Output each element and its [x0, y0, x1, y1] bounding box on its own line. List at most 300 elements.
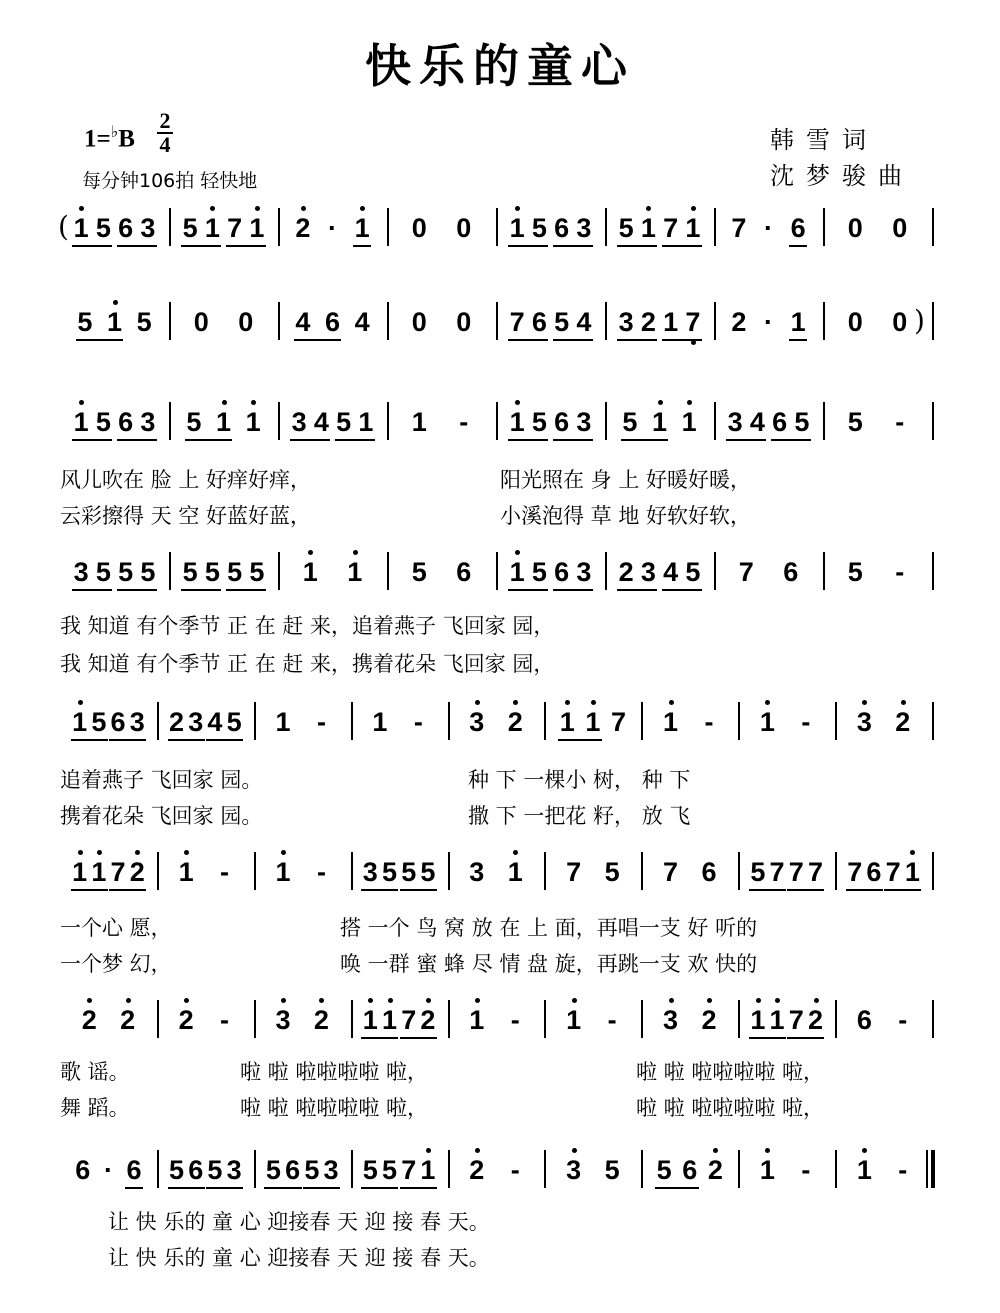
note: 1: [563, 1000, 585, 1040]
barline: [278, 402, 280, 440]
barline: [544, 702, 546, 740]
lyric-verse-2-cont: 撒 下 一把花 籽， 放 飞: [468, 804, 691, 828]
beam-line: [226, 245, 266, 247]
barline: [387, 402, 389, 440]
note: 1: [853, 1150, 875, 1190]
note: 1: [582, 702, 604, 742]
beam-line: [787, 889, 824, 891]
barline: [387, 208, 389, 246]
key-note: B: [118, 125, 135, 153]
barline: [496, 302, 498, 340]
note: 1: [466, 1000, 488, 1040]
barline: [932, 1000, 934, 1038]
note: 6: [531, 307, 547, 337]
note: 6: [554, 213, 570, 243]
beam-line: [508, 439, 548, 441]
beam-line: [789, 245, 807, 247]
barline: [351, 702, 353, 740]
note: 3: [73, 557, 89, 587]
note: 2: [805, 1000, 827, 1040]
barline: [157, 852, 159, 890]
time-signature: [157, 110, 173, 156]
lyric-verse-1: 一个心 愿，: [60, 916, 172, 940]
barline: [823, 302, 825, 340]
lyric-verse-1: 我 知道 有个季节 正 在 赶 来，追着燕子 飞回家 园，: [60, 614, 555, 638]
beam-line: [553, 589, 593, 591]
note: 7: [401, 1155, 417, 1185]
note: 7: [509, 307, 525, 337]
note: 5: [656, 1155, 672, 1185]
dot-mark: ·: [764, 213, 773, 243]
note: 7: [788, 857, 804, 887]
beam-line: [361, 889, 398, 891]
score-title: 快乐的童心: [365, 39, 635, 93]
note: 1: [88, 852, 110, 892]
note: 1: [790, 307, 806, 337]
barline: [932, 402, 934, 440]
note: 5: [794, 407, 810, 437]
note: 0: [847, 213, 863, 243]
barline: [738, 852, 740, 890]
barline: [641, 702, 643, 740]
note: 7: [769, 857, 785, 887]
beam-line: [294, 339, 342, 341]
beam-line: [787, 1037, 824, 1039]
note: 6: [790, 213, 806, 243]
note: 5: [381, 857, 398, 887]
beam-line: [125, 1187, 143, 1189]
note: 2: [731, 307, 747, 337]
barline: [714, 552, 716, 590]
note: 6: [188, 1155, 204, 1185]
note: 3: [727, 407, 743, 437]
note: 2: [466, 1150, 488, 1190]
beam-line: [72, 439, 112, 441]
dash-note: -: [510, 1155, 520, 1185]
composer-credit: 沈梦骏曲: [770, 162, 914, 190]
final-barline-thick: [931, 1150, 935, 1188]
note: 7: [731, 213, 747, 243]
barline: [544, 852, 546, 890]
dash-note: -: [898, 1005, 908, 1035]
barline: [932, 302, 934, 340]
note: 1: [678, 402, 700, 442]
beam-line: [226, 589, 266, 591]
note: 1: [766, 1000, 788, 1040]
beam-line: [558, 739, 602, 741]
note: 0: [411, 213, 427, 243]
note: 3: [853, 702, 875, 742]
note: 1: [275, 707, 291, 737]
note: 3: [563, 1150, 585, 1190]
note: 5: [531, 557, 547, 587]
key-signature: [84, 122, 135, 153]
barline: [351, 1000, 353, 1038]
flat-sign: ♭: [110, 124, 119, 141]
note: 1: [379, 1000, 401, 1040]
tempo-marking: 每分钟106拍 轻快地: [82, 170, 258, 192]
beam-line: [206, 1187, 243, 1189]
note: 1: [69, 702, 91, 742]
barline: [496, 552, 498, 590]
note: 1: [747, 1000, 769, 1040]
note: 5: [77, 307, 93, 337]
note: 4: [295, 307, 311, 337]
note: 2: [78, 1000, 100, 1040]
note: 1: [242, 402, 264, 442]
beam-line: [290, 439, 330, 441]
dash-note: -: [413, 707, 423, 737]
note: 1: [246, 208, 268, 248]
note: 1: [175, 852, 197, 892]
dash-note: -: [220, 1005, 230, 1035]
note: 5: [136, 307, 152, 337]
barline: [932, 702, 934, 740]
note: 1: [506, 552, 528, 592]
note: 3: [618, 307, 634, 337]
barline: [254, 1000, 256, 1038]
note: 1: [299, 552, 321, 592]
note: 5: [186, 407, 202, 437]
note: 5: [750, 857, 766, 887]
note: 3: [640, 557, 656, 587]
barline: [932, 552, 934, 590]
beam-line: [726, 439, 766, 441]
note: 3: [226, 1155, 242, 1185]
beam-line: [72, 245, 112, 247]
note: 0: [193, 307, 209, 337]
dash-note: -: [895, 407, 905, 437]
barline: [605, 302, 607, 340]
barline: [278, 208, 280, 246]
lyric-verse-1-cont: 啦 啦 啦啦啦啦 啦，: [240, 1060, 429, 1084]
beam-line: [655, 1187, 699, 1189]
note: 2: [704, 1150, 726, 1190]
note: 5: [847, 407, 863, 437]
notation-row: [0, 852, 1000, 892]
note: 1: [504, 852, 526, 892]
barline: [387, 302, 389, 340]
beam-line: [168, 739, 205, 741]
dash-note: -: [801, 1155, 811, 1185]
note: 4: [207, 707, 223, 737]
barline: [714, 208, 716, 246]
beam-line: [181, 245, 221, 247]
note: 7: [663, 857, 679, 887]
barline: [714, 402, 716, 440]
note: 1: [506, 208, 528, 248]
barline: [823, 402, 825, 440]
note: 1: [272, 852, 294, 892]
lyric-verse-2: 云彩擦得 天 空 好蓝好蓝，: [60, 504, 312, 528]
note: 5: [336, 407, 352, 437]
note: 1: [372, 707, 388, 737]
lyric-verse-2-cont: 小溪泡得 草 地 好软好软，: [500, 504, 752, 528]
barline: [254, 1150, 256, 1188]
note: 1: [506, 402, 528, 442]
lyricist-credit: 韩雪词: [770, 126, 878, 154]
lyric-verse-2-cont: 啦 啦 啦啦啦啦 啦，: [240, 1096, 429, 1120]
barline: [932, 852, 934, 890]
barline: [169, 302, 171, 340]
note: 6: [126, 1155, 142, 1185]
note: 1: [201, 208, 223, 248]
dash-note: -: [459, 407, 469, 437]
note: 1: [70, 208, 92, 248]
note: 5: [182, 213, 198, 243]
note: 1: [344, 552, 366, 592]
lyric-verse-1: 风儿吹在 脸 上 好痒好痒，: [60, 468, 312, 492]
notation-row: [0, 402, 1000, 442]
note: 5: [227, 557, 243, 587]
note: 3: [323, 1155, 339, 1185]
note: 3: [576, 407, 592, 437]
beam-line: [789, 339, 807, 341]
note: 3: [272, 1000, 294, 1040]
note: 6: [118, 213, 134, 243]
beam-line: [617, 589, 657, 591]
barline: [714, 302, 716, 340]
beam-line: [749, 1037, 786, 1039]
note: 7: [847, 857, 863, 887]
note: 5: [265, 1155, 281, 1185]
note: 1: [213, 402, 235, 442]
note: 0: [411, 307, 427, 337]
barline: [738, 702, 740, 740]
note: 5: [685, 557, 701, 587]
note: 3: [469, 857, 485, 887]
note: 1: [660, 702, 682, 742]
note: 6: [866, 857, 882, 887]
note: 6: [701, 857, 717, 887]
note: 6: [285, 1155, 301, 1185]
note: 4: [749, 407, 765, 437]
dash-note: -: [220, 857, 230, 887]
note: 3: [576, 557, 592, 587]
note: 1: [70, 402, 92, 442]
barline: [605, 402, 607, 440]
lyric-verse-2: 让 快 乐的 童 心 迎接春 天 迎 接 春 天。: [108, 1246, 490, 1270]
note: 6: [682, 1155, 698, 1185]
beam-line: [361, 1187, 398, 1189]
beam-line: [884, 889, 921, 891]
note: 2: [168, 707, 185, 737]
note: 0: [456, 307, 472, 337]
note: 5: [207, 1155, 223, 1185]
note: 3: [140, 213, 156, 243]
barline: [544, 1150, 546, 1188]
barline: [835, 1000, 837, 1038]
note: 3: [362, 857, 378, 887]
note: 5: [95, 213, 111, 243]
barline: [738, 1150, 740, 1188]
note: 2: [618, 557, 634, 587]
beam-line: [846, 889, 883, 891]
note: 6: [456, 557, 472, 587]
beam-line: [303, 1187, 340, 1189]
note: 1: [69, 852, 91, 892]
dash-note: -: [316, 707, 326, 737]
beam-line: [71, 739, 108, 741]
beam-line: [264, 1187, 301, 1189]
note: 5: [604, 857, 620, 887]
notation-row: [0, 302, 1000, 342]
beam-line: [335, 439, 375, 441]
beam-line: [662, 589, 702, 591]
note: 3: [129, 707, 145, 737]
beam-line: [508, 589, 548, 591]
close-paren: ): [914, 304, 925, 337]
note: 5: [618, 213, 634, 243]
note: 4: [576, 307, 592, 337]
note: 0: [456, 213, 472, 243]
note: 6: [110, 707, 126, 737]
barline: [932, 208, 934, 246]
lyric-verse-2-cont2: 啦 啦 啦啦啦啦 啦，: [636, 1096, 825, 1120]
barline: [641, 852, 643, 890]
note: 2: [640, 307, 656, 337]
barline: [448, 852, 450, 890]
beam-line: [181, 589, 221, 591]
barline: [254, 852, 256, 890]
note: 7: [682, 302, 704, 342]
note: 5: [554, 307, 570, 337]
note: 1: [351, 208, 373, 248]
beam-line: [508, 245, 548, 247]
beam-line: [621, 439, 669, 441]
notation-row: [0, 702, 1000, 742]
note: 2: [310, 1000, 332, 1040]
barline: [835, 1150, 837, 1188]
lyric-verse-1-cont: 阳光照在 身 上 好暖好暖，: [500, 468, 752, 492]
note: 7: [788, 1005, 804, 1035]
dash-note: -: [704, 707, 714, 737]
beam-line: [117, 439, 157, 441]
note: 5: [226, 707, 242, 737]
note: 5: [118, 557, 134, 587]
note: 7: [566, 857, 582, 887]
note: 0: [892, 213, 908, 243]
note: 5: [95, 557, 111, 587]
beam-line: [185, 439, 233, 441]
barline: [496, 402, 498, 440]
note: 2: [292, 208, 314, 248]
note: 5: [411, 557, 427, 587]
barline: [823, 552, 825, 590]
barline: [448, 1150, 450, 1188]
lyric-verse-1: 让 快 乐的 童 心 迎接春 天 迎 接 春 天。: [108, 1210, 490, 1234]
lyric-verse-1-cont: 种 下 一棵小 树， 种 下: [468, 768, 691, 792]
note: 2: [892, 702, 914, 742]
beam-line: [168, 1187, 205, 1189]
beam-line: [400, 1187, 437, 1189]
lyric-verse-2-cont: 唤 一群 蜜 蜂 尽 情 盘 旋，再跳一支 欢 快的: [340, 952, 758, 976]
barline: [835, 702, 837, 740]
note: 2: [698, 1000, 720, 1040]
note: 3: [140, 407, 156, 437]
note: 2: [504, 702, 526, 742]
note: 4: [354, 307, 370, 337]
dash-note: -: [895, 557, 905, 587]
barline: [387, 552, 389, 590]
note: 5: [304, 1155, 320, 1185]
note: 5: [168, 1155, 185, 1185]
note: 7: [663, 213, 679, 243]
dot-mark: ·: [328, 213, 337, 243]
barline: [157, 702, 159, 740]
notation-row: [0, 1150, 1000, 1190]
note: 5: [401, 857, 417, 887]
note: 5: [95, 407, 111, 437]
barline: [278, 302, 280, 340]
note: 5: [604, 1155, 620, 1185]
key-prefix: 1=: [84, 125, 111, 153]
beam-line: [553, 439, 593, 441]
lyric-verse-1: 追着燕子 飞回家 园。: [60, 768, 263, 792]
dash-note: -: [510, 1005, 520, 1035]
barline: [738, 1000, 740, 1038]
note: 1: [411, 407, 427, 437]
note: 1: [637, 208, 659, 248]
note: 6: [324, 307, 341, 337]
dash-note: -: [898, 1155, 908, 1185]
note: 5: [847, 557, 863, 587]
dot-mark: ·: [103, 1155, 113, 1185]
barline: [544, 1000, 546, 1038]
time-top: 2: [159, 108, 171, 133]
note: 5: [531, 407, 547, 437]
beam-line: [117, 245, 157, 247]
barline: [351, 852, 353, 890]
note: 7: [227, 213, 243, 243]
note: 6: [554, 557, 570, 587]
note: 5: [204, 557, 220, 587]
note: 1: [556, 702, 578, 742]
note: 1: [663, 307, 679, 337]
note: 5: [531, 213, 547, 243]
dash-note: -: [801, 707, 811, 737]
note: 4: [313, 407, 329, 437]
note: 3: [660, 1000, 682, 1040]
lyric-verse-2: 一个梦 幻，: [60, 952, 172, 976]
note: 2: [175, 1000, 197, 1040]
note: 7: [885, 857, 901, 887]
note: 6: [783, 557, 799, 587]
beam-line: [553, 339, 593, 341]
barline: [157, 1150, 159, 1188]
beam-line: [72, 589, 112, 591]
note: 3: [291, 407, 307, 437]
barline: [157, 1000, 159, 1038]
note: 3: [466, 702, 488, 742]
note: 6: [856, 1005, 872, 1035]
barline: [835, 852, 837, 890]
lyric-verse-1: 歌 谣。: [60, 1060, 130, 1084]
notation-row: [0, 1000, 1000, 1040]
note: 5: [362, 1155, 378, 1185]
beam-line: [400, 889, 437, 891]
note: 1: [682, 208, 704, 248]
dot-mark: ·: [764, 307, 773, 337]
note: 5: [140, 557, 156, 587]
open-paren: (: [58, 210, 69, 243]
notation-row: [0, 208, 1000, 248]
barline: [448, 1000, 450, 1038]
lyric-verse-2: 我 知道 有个季节 正 在 赶 来，携着花朵 飞回家 园，: [60, 652, 555, 676]
note: 6: [554, 407, 570, 437]
lyric-verse-2: 携着花朵 飞回家 园。: [60, 804, 263, 828]
dash-note: -: [607, 1005, 617, 1035]
